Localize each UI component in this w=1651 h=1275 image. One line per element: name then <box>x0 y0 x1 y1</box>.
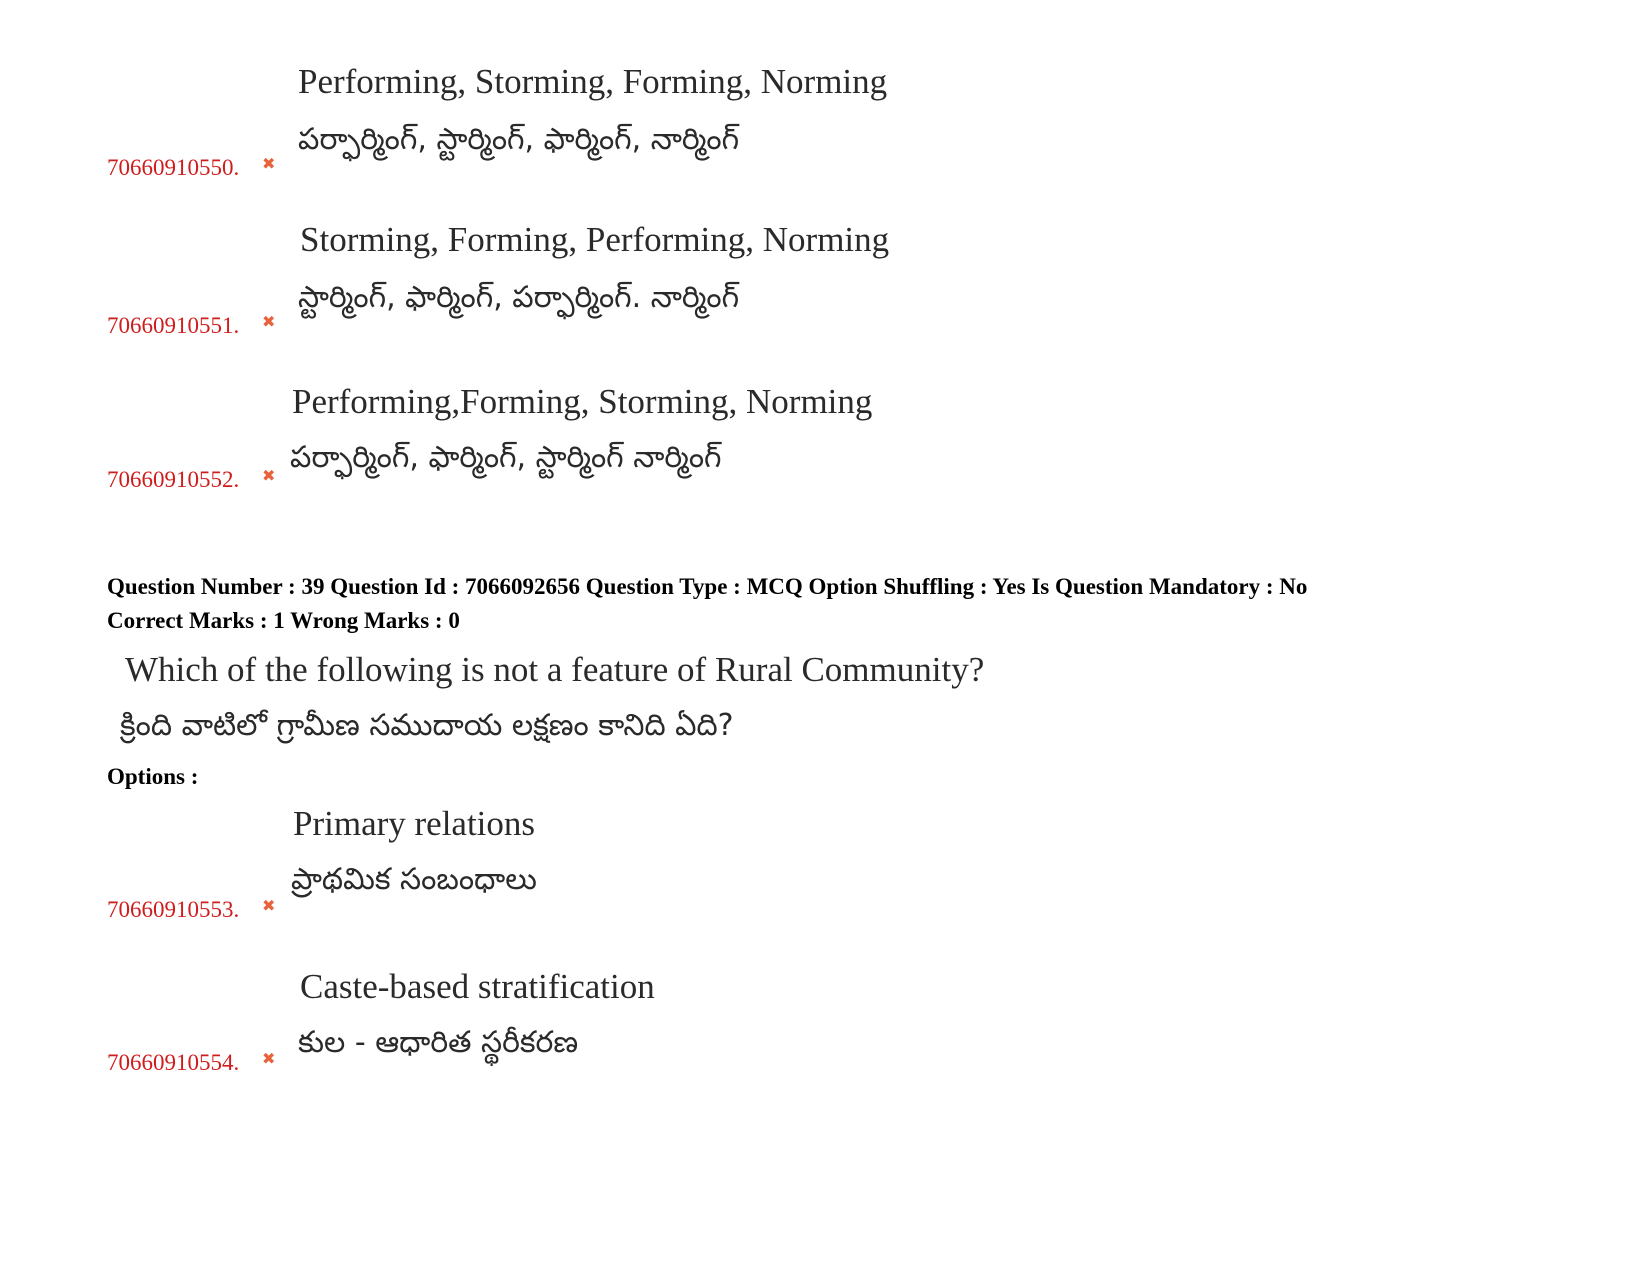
option-text-telugu: ప్రాథమిక సంబంధాలు <box>291 862 537 897</box>
question-text-telugu: క్రింది వాటిలో గ్రామీణ సముదాయ లక్షణం కానిది ఏది? <box>120 708 734 743</box>
option-text-english: Storming, Forming, Performing, Norming <box>300 220 890 259</box>
options-label: Options : <box>107 764 199 789</box>
option-id: 70660910554. <box>107 1050 240 1075</box>
cross-icon: ✖ <box>262 466 276 485</box>
option-text-english: Performing, Storming, Forming, Norming <box>298 62 888 101</box>
question-marks: Correct Marks : 1 Wrong Marks : 0 <box>107 608 460 633</box>
question-text-english: Which of the following is not a feature of Rural Community? <box>125 650 985 689</box>
option-text-telugu: పర్ఫార్మింగ్, స్టార్మింగ్, ఫార్మింగ్, నార్మింగ్ <box>298 122 740 157</box>
cross-icon: ✖ <box>262 312 276 331</box>
option-text-telugu: పర్ఫార్మింగ్, ఫార్మింగ్, స్టార్మింగ్ నార్మింగ్ <box>290 440 722 475</box>
option-text-english: Primary relations <box>293 804 536 843</box>
option-id: 70660910552. <box>107 467 240 492</box>
option-text-telugu: కుల - ఆధారిత స్థరీకరణ <box>298 1025 579 1060</box>
option-id: 70660910553. <box>107 897 240 922</box>
cross-icon: ✖ <box>262 896 276 915</box>
option-text-english: Performing,Forming, Storming, Norming <box>292 382 873 421</box>
question-meta: Question Number : 39 Question Id : 7066092656 Question Type : MCQ Option Shuffling : Yes Is Question Mandatory : No <box>107 574 1308 599</box>
option-id: 70660910551. <box>107 313 240 338</box>
option-id: 70660910550. <box>107 155 240 180</box>
cross-icon: ✖ <box>262 154 276 173</box>
option-text-telugu: స్టార్మింగ్, ఫార్మింగ్, పర్ఫార్మింగ్. నార్మింగ్ <box>298 280 740 315</box>
option-text-english: Caste-based stratification <box>300 967 655 1006</box>
cross-icon: ✖ <box>262 1049 276 1068</box>
